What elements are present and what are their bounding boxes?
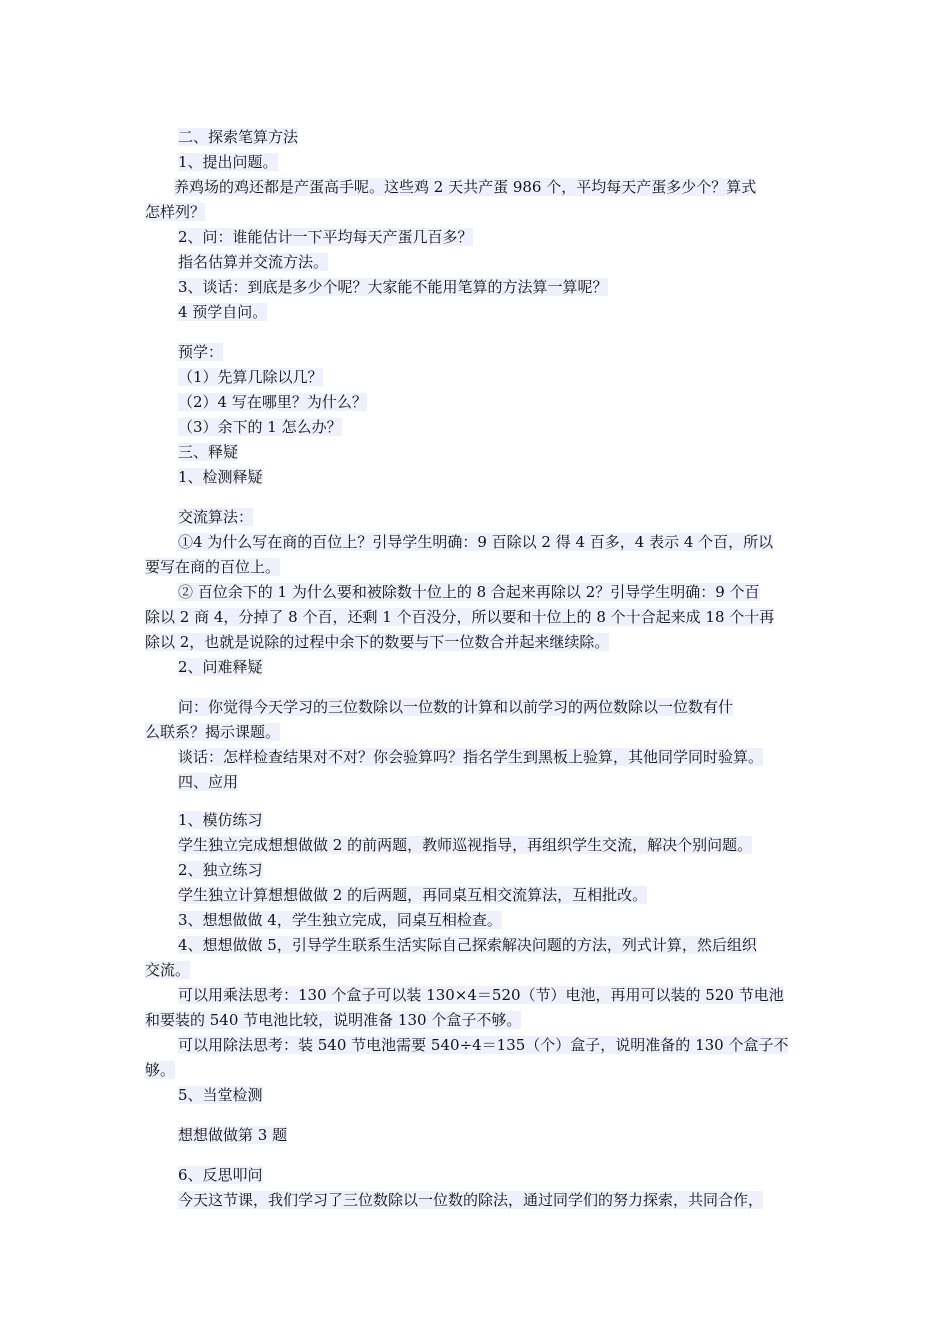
text-line: 3、想想做做 4，学生独立完成，同桌互相检查。 xyxy=(178,911,502,929)
text-line: （2）4 写在哪里？为什么？ xyxy=(178,393,367,411)
text-line: 学生独立完成想想做做 2 的前两题，教师巡视指导，再组织学生交流，解决个别问题。 xyxy=(178,836,753,854)
text-line: 4 预学自问。 xyxy=(178,303,268,321)
text-line: 学生独立计算想想做做 2 的后两题，再同桌互相交流算法，互相批改。 xyxy=(178,886,648,904)
text-line: 可以用乘法思考：130 个盒子可以装 130×4＝520（节）电池，再用可以装的 520 节电池 xyxy=(178,986,784,1004)
text-line: 2、问：谁能估计一下平均每天产蛋几百多？ xyxy=(178,228,473,246)
text-line: 2、独立练习 xyxy=(178,861,263,879)
text-line: 可以用除法思考：装 540 节电池需要 540÷4＝135（个）盒子，说明准备的 130 个盒子不 xyxy=(178,1036,789,1054)
text-line: 3、谈话：到底是多少个呢？大家能不能用笔算的方法算一算呢？ xyxy=(178,278,608,296)
text-line: 1、检测释疑 xyxy=(178,468,263,486)
text-line: 5、当堂检测 xyxy=(178,1086,263,1104)
text-line: 6、反思叩问 xyxy=(178,1166,263,1184)
text-line: 交流。 xyxy=(145,961,191,979)
text-line: 二、探索笔算方法 xyxy=(178,128,299,146)
text-line: 够。 xyxy=(145,1061,176,1079)
text-line: ② 百位余下的 1 为什么要和被除数十位上的 8 合起来再除以 2？引导学生明确：9 个百 xyxy=(178,583,760,601)
text-line: 2、问难释疑 xyxy=(178,658,263,676)
text-line: 除以 2 商 4，分掉了 8 个百，还剩 1 个百没分，所以要和十位上的 8 个十合起来成 18 个十再 xyxy=(145,608,775,626)
text-line: 养鸡场的鸡还都是产蛋高手呢。这些鸡 2 天共产蛋 986 个，平均每天产蛋多少个？算式 xyxy=(174,178,757,196)
text-line: 怎样列？ xyxy=(145,203,206,221)
text-line: 谈话：怎样检查结果对不对？你会验算吗？指名学生到黑板上验算，其他同学同时验算。 xyxy=(178,748,764,766)
text-line: 预学： xyxy=(178,343,224,361)
text-line: 么联系？揭示课题。 xyxy=(145,723,281,741)
text-line: 交流算法： xyxy=(178,508,254,526)
text-line: 4、想想做做 5，引导学生联系生活实际自己探索解决问题的方法，列式计算，然后组织 xyxy=(178,936,757,954)
text-line: （1）先算几除以几？ xyxy=(178,368,323,386)
text-line: 1、提出问题。 xyxy=(178,153,278,171)
text-line: 三、释疑 xyxy=(178,443,239,461)
text-line: 要写在商的百位上。 xyxy=(145,558,281,576)
text-line: 1、模仿练习 xyxy=(178,811,263,829)
text-line: ①4 为什么写在商的百位上？引导学生明确：9 百除以 2 得 4 百多，4 表示 4 个百，所以 xyxy=(178,533,774,551)
text-line: 除以 2，也就是说除的过程中余下的数要与下一位数合并起来继续除。 xyxy=(145,633,610,651)
text-line: （3）余下的 1 怎么办？ xyxy=(178,418,342,436)
text-line: 今天这节课，我们学习了三位数除以一位数的除法，通过同学们的努力探索，共同合作， xyxy=(178,1191,764,1209)
text-line: 问：你觉得今天学习的三位数除以一位数的计算和以前学习的两位数除以一位数有什 xyxy=(178,698,734,716)
text-line: 想想做做第 3 题 xyxy=(178,1126,288,1144)
text-line: 和要装的 540 节电池比较，说明准备 130 个盒子不够。 xyxy=(145,1011,522,1029)
text-line: 四、应用 xyxy=(178,773,239,791)
text-line: 指名估算并交流方法。 xyxy=(178,253,329,271)
